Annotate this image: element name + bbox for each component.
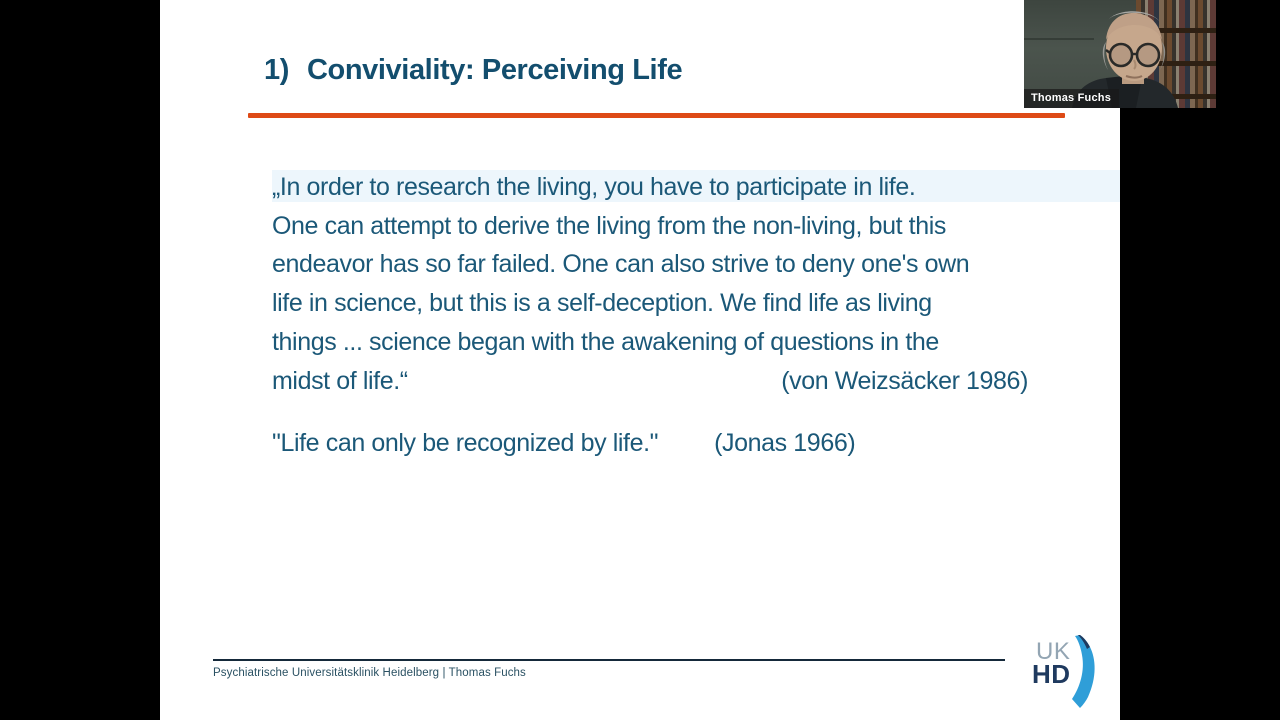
quote-line: „In order to research the living, you have to participate in life.: [272, 173, 916, 201]
title-underline-rule: [248, 113, 1065, 118]
slide-title: [264, 54, 682, 87]
footer-credit: Psychiatrische Universitätsklinik Heidelberg | Thomas Fuchs: [213, 667, 526, 679]
webcam-overlay[interactable]: [1024, 0, 1216, 108]
quote-line: life in science, but this is a self-deception. We find life as living: [272, 289, 932, 318]
jonas-quote-text: "Life can only be recognized by life.": [272, 429, 659, 457]
quote-last-line: [272, 362, 1028, 401]
participant-name-badge: Thomas Fuchs: [1024, 89, 1119, 108]
ukhd-logo: [1032, 640, 1142, 710]
quote-attribution: (von Weizsäcker 1986): [781, 366, 1028, 395]
quote-line-end: midst of life.“: [272, 366, 408, 395]
weizsaecker-quote: [272, 168, 1028, 400]
quote-line: endeavor has so far failed. One can also strive to deny one's own: [272, 250, 970, 279]
presentation-slide: [160, 0, 1120, 720]
footer-rule: [213, 659, 1005, 661]
ukhd-logo-hd: HD: [1032, 659, 1071, 689]
jonas-quote: [272, 424, 855, 463]
quote-line: things ... science began with the awakening of questions in the: [272, 327, 939, 356]
ukhd-logo-uk: UK: [1036, 638, 1071, 665]
slide-title-text: Conviviality: Perceiving Life: [307, 54, 683, 86]
jonas-attribution: (Jonas 1966): [714, 429, 856, 457]
ukhd-swoosh-icon: [1072, 635, 1112, 715]
quote-line: One can attempt to derive the living from the non-living, but this: [272, 211, 946, 240]
slide-title-number: 1): [264, 54, 289, 86]
